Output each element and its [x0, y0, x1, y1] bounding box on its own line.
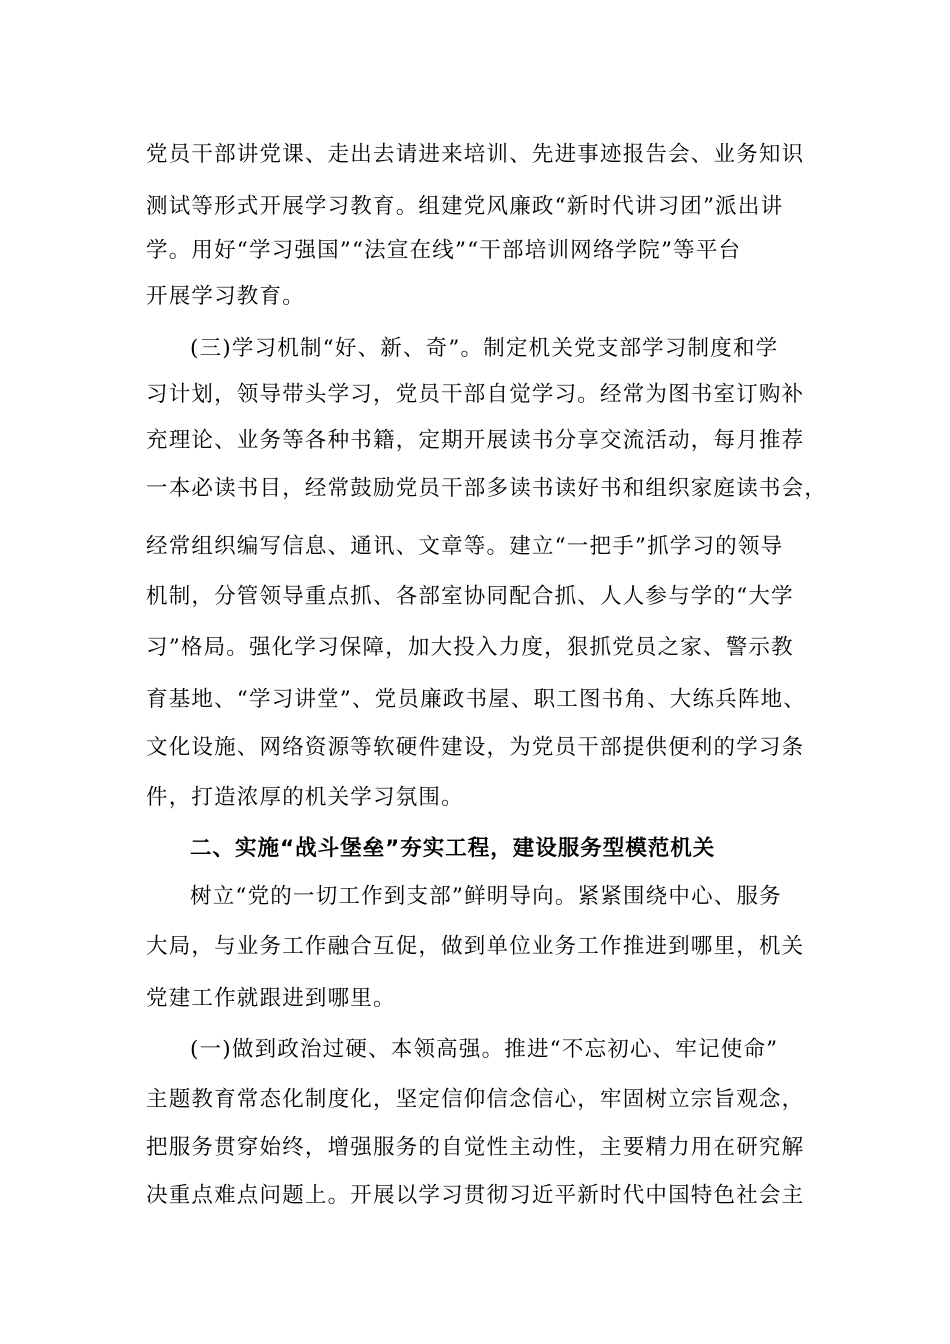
section-heading: 二、实施“战斗堡垒”夯实工程，建设服务型模范机关 [190, 836, 716, 861]
paragraph-line: 充理论、业务等各种书籍，定期开展读书分享交流活动，每月推荐 [146, 428, 805, 453]
paragraph-line: 一本必读书目，经常鼓励党员干部多读书读好书和组织家庭读书会， [146, 476, 828, 501]
paragraph-line: 经常组织编写信息、通讯、文章等。建立“一把手”抓学习的领导 [146, 534, 784, 559]
paragraph-line: 党建工作就跟进到哪里。 [146, 986, 396, 1011]
paragraph-line: 机制，分管领导重点抓、各部室协同配合抓、人人参与学的“大学 [146, 584, 794, 609]
paragraph-line: 测试等形式开展学习教育。组建党风廉政“新时代讲习团”派出讲 [146, 194, 784, 219]
paragraph-line: 育基地、“学习讲堂”、党员廉政书屋、职工图书角、大练兵阵地、 [146, 687, 806, 712]
paragraph-line: 习计划，领导带头学习，党员干部自觉学习。经常为图书室订购补 [146, 382, 805, 407]
paragraph-line: (一)做到政治过硬、本领高强。推进“不忘初心、牢记使命” [190, 1037, 779, 1062]
paragraph-line: 树立“党的一切工作到支部”鲜明导向。紧紧围绕中心、服务 [190, 884, 782, 909]
paragraph-line: 大局，与业务工作融合互促，做到单位业务工作推进到哪里，机关 [146, 934, 805, 959]
paragraph-line: (三)学习机制“好、新、奇”。制定机关党支部学习制度和学 [190, 336, 779, 361]
paragraph-line: 文化设施、网络资源等软硬件建设，为党员干部提供便利的学习条 [146, 735, 805, 760]
paragraph-line: 件，打造浓厚的机关学习氛围。 [146, 785, 464, 810]
paragraph-line: 开展学习教育。 [146, 284, 305, 309]
paragraph-line: 学。用好“学习强国”“法宣在线”“干部培训网络学院”等平台 [146, 238, 742, 263]
paragraph-line: 党员干部讲党课、走出去请进来培训、先进事迹报告会、业务知识 [146, 142, 805, 167]
paragraph-line: 决重点难点问题上。开展以学习贯彻习近平新时代中国特色社会主 [146, 1183, 805, 1208]
paragraph-line: 把服务贯穿始终，增强服务的自觉性主动性，主要精力用在研究解 [146, 1135, 805, 1160]
paragraph-line: 主题教育常态化制度化，坚定信仰信念信心，牢固树立宗旨观念， [146, 1087, 805, 1112]
paragraph-line: 习”格局。强化学习保障，加大投入力度，狠抓党员之家、警示教 [146, 635, 794, 660]
